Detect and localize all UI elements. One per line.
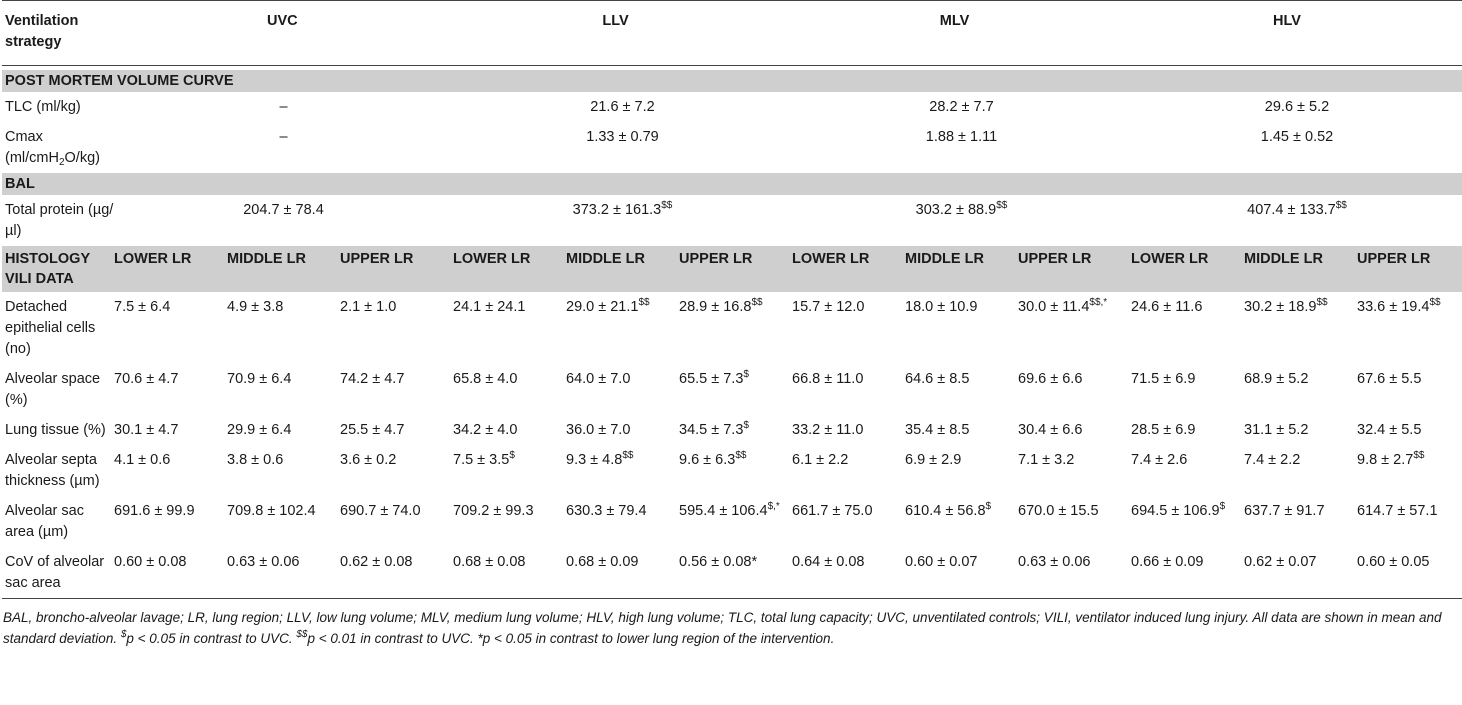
cell-value: 30.4 ± 6.6 bbox=[1018, 422, 1083, 438]
cell-value: 33.6 ± 19.4$$ bbox=[1357, 297, 1441, 315]
cell-value: 33.2 ± 11.0 bbox=[792, 422, 864, 438]
footnote: BAL, broncho-alveolar lavage; LR, lung region; LLV, low lung volume; MLV, medium lung volume; HLV, high lung volume; TLC, total lung capacity; UVC, unventilated controls; VILI, ventilator induced lung injury. All data are shown in mean and standard deviation. $p < 0.05 in contrast to UVC. $$p < 0.01 in contrast to UVC. *p < 0.05 in contrast to lower lung region of the intervention. bbox=[3, 610, 1442, 646]
cell-value: 15.7 ± 12.0 bbox=[792, 299, 865, 315]
cell-value: 68.9 ± 5.2 bbox=[1244, 371, 1309, 387]
cell-value: 69.6 ± 6.6 bbox=[1018, 371, 1083, 387]
region-header: UPPER LR bbox=[340, 246, 453, 292]
cell-value: 0.60 ± 0.07 bbox=[905, 554, 978, 570]
cell-value: 32.4 ± 5.5 bbox=[1357, 422, 1422, 438]
cell-value: 0.68 ± 0.08 bbox=[453, 554, 526, 570]
cell-value: 407.4 ± 133.7$$ bbox=[1247, 200, 1347, 218]
cell-value: 21.6 ± 7.2 bbox=[590, 99, 655, 115]
region-header: LOWER LR bbox=[453, 246, 566, 292]
row-label: Detached epithelial cells (no) bbox=[5, 299, 96, 357]
cell-value: 9.6 ± 6.3$$ bbox=[679, 450, 747, 468]
table-row bbox=[2, 122, 1462, 173]
cell-value: 4.9 ± 3.8 bbox=[227, 299, 284, 315]
table-row bbox=[2, 445, 1462, 496]
cell-value: 690.7 ± 74.0 bbox=[340, 503, 421, 519]
table-row bbox=[2, 496, 1462, 547]
cell-value: 7.1 ± 3.2 bbox=[1018, 452, 1075, 468]
table-header-row bbox=[2, 1, 1462, 66]
region-header: MIDDLE LR bbox=[905, 246, 1018, 292]
cell-value: 2.1 ± 1.0 bbox=[340, 299, 397, 315]
section-bal: BAL bbox=[2, 173, 1462, 195]
section-histology bbox=[2, 246, 1462, 292]
row-label-tlc: TLC (ml/kg) bbox=[5, 99, 81, 115]
cell-value: 6.9 ± 2.9 bbox=[905, 452, 962, 468]
cell-value: 64.0 ± 7.0 bbox=[566, 371, 631, 387]
region-header: MIDDLE LR bbox=[1244, 246, 1357, 292]
cell-value: 28.5 ± 6.9 bbox=[1131, 422, 1196, 438]
row-label: Lung tissue (%) bbox=[5, 422, 106, 438]
section-post-mortem: POST MORTEM VOLUME CURVE bbox=[2, 70, 1462, 92]
cell-value: 0.63 ± 0.06 bbox=[227, 554, 300, 570]
table-row bbox=[2, 547, 1462, 599]
section-histology-label: HISTOLOGY VILI DATA bbox=[2, 246, 114, 292]
cell-value: 7.4 ± 2.2 bbox=[1244, 452, 1301, 468]
region-header: UPPER LR bbox=[1018, 246, 1131, 292]
cell-value: 610.4 ± 56.8$ bbox=[905, 501, 992, 519]
cell-value: 7.5 ± 6.4 bbox=[114, 299, 171, 315]
cell-value: 30.0 ± 11.4$$,* bbox=[1018, 297, 1108, 315]
cell-value: 670.0 ± 15.5 bbox=[1018, 503, 1099, 519]
cell-value: 303.2 ± 88.9$$ bbox=[915, 200, 1008, 218]
header-llv: LLV bbox=[602, 13, 629, 29]
cell-value: 70.9 ± 6.4 bbox=[227, 371, 292, 387]
cell-value: 373.2 ± 161.3$$ bbox=[572, 200, 673, 218]
cell-value: 29.9 ± 6.4 bbox=[227, 422, 292, 438]
cell-value: – bbox=[279, 129, 288, 145]
table-row bbox=[2, 364, 1462, 415]
cell-value: 0.60 ± 0.08 bbox=[114, 554, 187, 570]
row-label: Alveolar sac area (µm) bbox=[5, 503, 84, 540]
cell-value: 614.7 ± 57.1 bbox=[1357, 503, 1438, 519]
cell-value: 28.2 ± 7.7 bbox=[929, 99, 994, 115]
cell-value: 1.88 ± 1.11 bbox=[925, 129, 998, 145]
cell-value: 65.8 ± 4.0 bbox=[453, 371, 518, 387]
cell-value: 7.4 ± 2.6 bbox=[1131, 452, 1188, 468]
cell-value: 30.1 ± 4.7 bbox=[114, 422, 179, 438]
cell-value: 637.7 ± 91.7 bbox=[1244, 503, 1325, 519]
region-header: MIDDLE LR bbox=[227, 246, 340, 292]
cell-value: 65.5 ± 7.3$ bbox=[679, 369, 749, 387]
cell-value: 34.5 ± 7.3$ bbox=[679, 420, 749, 438]
cell-value: 1.33 ± 0.79 bbox=[586, 129, 659, 145]
cell-value: 3.6 ± 0.2 bbox=[340, 452, 397, 468]
cell-value: 74.2 ± 4.7 bbox=[340, 371, 405, 387]
cell-value: 709.2 ± 99.3 bbox=[453, 503, 534, 519]
header-ventilation-strategy: Ventilation strategy bbox=[5, 13, 79, 50]
cell-value: 204.7 ± 78.4 bbox=[243, 202, 324, 218]
cell-value: 31.1 ± 5.2 bbox=[1244, 422, 1309, 438]
cell-value: 661.7 ± 75.0 bbox=[792, 503, 873, 519]
cell-value: 66.8 ± 11.0 bbox=[792, 371, 864, 387]
cell-value: 35.4 ± 8.5 bbox=[905, 422, 970, 438]
cell-value: 24.1 ± 24.1 bbox=[453, 299, 526, 315]
row-label: CoV of alveolar sac area bbox=[5, 554, 105, 591]
table-row bbox=[2, 92, 1462, 122]
row-label: Alveolar space (%) bbox=[5, 371, 101, 408]
header-uvc: UVC bbox=[267, 13, 298, 29]
cell-value: 34.2 ± 4.0 bbox=[453, 422, 518, 438]
cell-value: 3.8 ± 0.6 bbox=[227, 452, 284, 468]
row-label-total-protein: Total protein (µg/µl) bbox=[5, 202, 114, 239]
cell-value: – bbox=[279, 99, 288, 115]
table-row bbox=[2, 195, 1462, 246]
cell-value: 29.0 ± 21.1$$ bbox=[566, 297, 650, 315]
cell-value: 0.64 ± 0.08 bbox=[792, 554, 865, 570]
table-row bbox=[2, 292, 1462, 364]
cell-value: 691.6 ± 99.9 bbox=[114, 503, 195, 519]
row-label-cmax: Cmax (ml/cmH$_2$O/kg) bbox=[5, 129, 100, 168]
region-header: LOWER LR bbox=[792, 246, 905, 292]
cell-value: 64.6 ± 8.5 bbox=[905, 371, 970, 387]
cell-value: 0.60 ± 0.05 bbox=[1357, 554, 1430, 570]
cell-value: 7.5 ± 3.5$ bbox=[453, 450, 515, 468]
cell-value: 0.56 ± 0.08* bbox=[679, 554, 758, 570]
cell-value: 70.6 ± 4.7 bbox=[114, 371, 179, 387]
cell-value: 0.66 ± 0.09 bbox=[1131, 554, 1204, 570]
cell-value: 25.5 ± 4.7 bbox=[340, 422, 405, 438]
cell-value: 0.63 ± 0.06 bbox=[1018, 554, 1091, 570]
cell-value: 1.45 ± 0.52 bbox=[1260, 129, 1334, 145]
region-header: UPPER LR bbox=[1357, 246, 1462, 292]
cell-value: 29.6 ± 5.2 bbox=[1264, 99, 1330, 115]
region-header: LOWER LR bbox=[114, 246, 227, 292]
cell-value: 71.5 ± 6.9 bbox=[1131, 371, 1196, 387]
cell-value: 694.5 ± 106.9$ bbox=[1131, 501, 1226, 519]
region-header: UPPER LR bbox=[679, 246, 792, 292]
cell-value: 9.3 ± 4.8$$ bbox=[566, 450, 634, 468]
table-row bbox=[2, 415, 1462, 445]
cell-value: 9.8 ± 2.7$$ bbox=[1357, 450, 1425, 468]
cell-value: 0.68 ± 0.09 bbox=[566, 554, 639, 570]
cell-value: 28.9 ± 16.8$$ bbox=[679, 297, 763, 315]
cell-value: 30.2 ± 18.9$$ bbox=[1244, 297, 1328, 315]
cell-value: 67.6 ± 5.5 bbox=[1357, 371, 1422, 387]
cell-value: 4.1 ± 0.6 bbox=[114, 452, 171, 468]
cell-value: 36.0 ± 7.0 bbox=[566, 422, 631, 438]
region-header: MIDDLE LR bbox=[566, 246, 679, 292]
row-label: Alveolar septa thickness (µm) bbox=[5, 452, 100, 489]
results-table bbox=[2, 0, 1462, 607]
region-header: LOWER LR bbox=[1131, 246, 1244, 292]
cell-value: 595.4 ± 106.4$,* bbox=[679, 501, 780, 519]
cell-value: 24.6 ± 11.6 bbox=[1131, 299, 1203, 315]
cell-value: 630.3 ± 79.4 bbox=[566, 503, 647, 519]
cell-value: 6.1 ± 2.2 bbox=[792, 452, 849, 468]
cell-value: 0.62 ± 0.08 bbox=[340, 554, 413, 570]
cell-value: 18.0 ± 10.9 bbox=[905, 299, 978, 315]
header-mlv: MLV bbox=[939, 13, 970, 29]
cell-value: 0.62 ± 0.07 bbox=[1244, 554, 1317, 570]
cell-value: 709.8 ± 102.4 bbox=[227, 503, 316, 519]
header-hlv: HLV bbox=[1273, 13, 1301, 29]
